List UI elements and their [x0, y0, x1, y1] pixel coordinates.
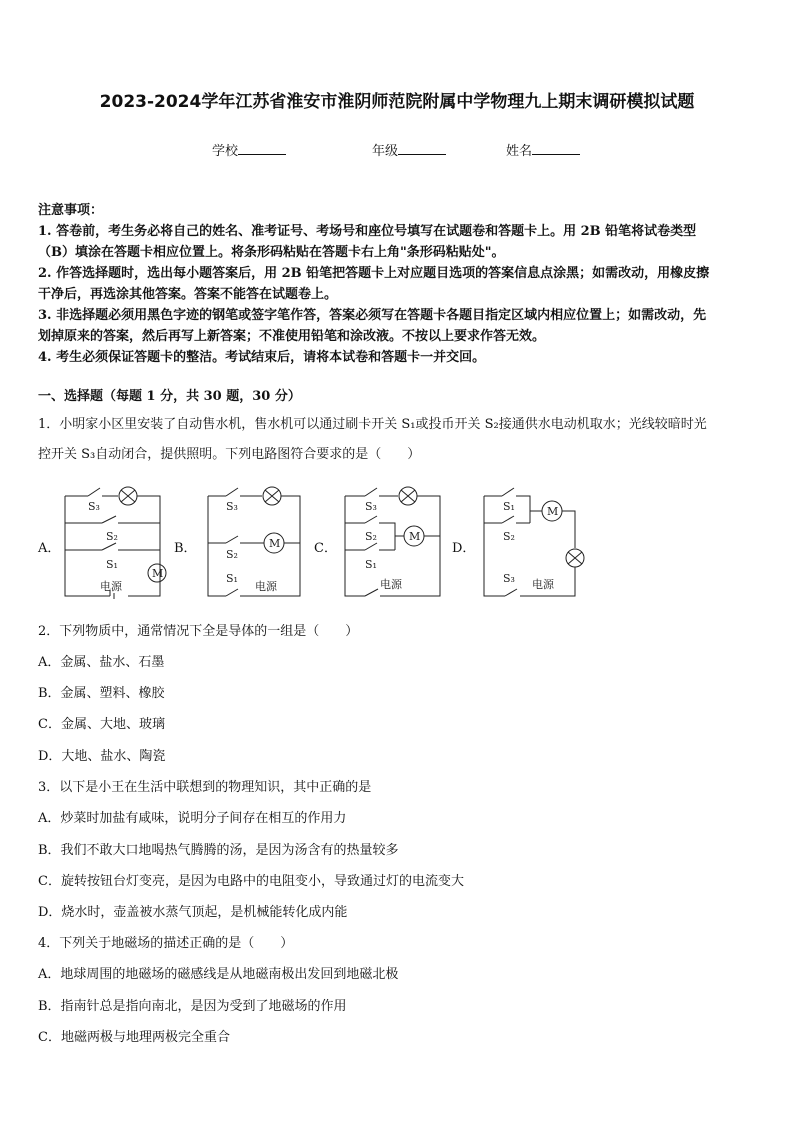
q1-option-c: C．: [314, 541, 337, 556]
q2-option-c: C．金属、大地、玻璃: [38, 717, 165, 732]
school-field: [212, 140, 286, 159]
d-power-label: 电源: [532, 578, 554, 591]
note-line-2: （B）填涂在答题卡相应位置上。将条形码粘贴在答题卡右上角"条形码粘贴处"。: [38, 245, 505, 260]
q3-option-a: A．炒菜时加盐有咸味，说明分子间存在相互的作用力: [38, 811, 347, 826]
note-line-6: 划掉原来的答案，然后再写上新答案；不准使用铅笔和涂改液。不按以上要求作答无效。: [38, 329, 546, 344]
q2-option-b: B．金属、塑料、橡胶: [38, 686, 165, 701]
q4-option-a: A．地球周围的地磁场的磁感线是从地磁南极出发回到地磁北极: [38, 967, 399, 982]
b-s2-label: S₂: [226, 548, 238, 561]
q1-option-a: A．: [38, 541, 61, 556]
circuit-b: [208, 487, 300, 596]
notes-heading: 注意事项：: [38, 203, 104, 218]
q4-stem: 4．下列关于地磁场的描述正确的是（ ）: [38, 936, 294, 951]
q1-stem-line-2: 控开关 S₃自动闭合，提供照明。下列电路图符合要求的是（ ）: [38, 447, 421, 462]
d-motor-label: M: [547, 505, 559, 518]
a-motor-label: M: [152, 567, 164, 580]
section-heading: 一、选择题（每题 1 分，共 30 题，30 分）: [38, 389, 301, 404]
name-blank: [532, 142, 580, 155]
note-line-3: 2. 作答选择题时，选出每小题答案后，用 2B 铅笔把答题卡上对应题目选项的答案信息点涂黑；如需改动，用橡皮擦: [38, 266, 710, 281]
a-s3-label: S₃: [88, 500, 100, 513]
name-field: [506, 140, 580, 159]
q2-option-d: D．大地、盐水、陶瓷: [38, 749, 166, 764]
q2-option-a: A．金属、盐水、石墨: [38, 655, 165, 670]
q3-option-d: D．烧水时，壶盖被水蒸气顶起，是机械能转化成内能: [38, 905, 348, 920]
page-title: 2023-2024学年江苏省淮安市淮阴师范院附属中学物理九上期末调研模拟试题: [99, 92, 695, 112]
a-s2-label: S₂: [106, 530, 118, 543]
grade-blank: [398, 142, 446, 155]
name-label: 姓名: [506, 144, 533, 159]
note-line-5: 3. 非选择题必须用黑色字迹的钢笔或签字笔作答，答案必须写在答题卡各题目指定区域内相应位置上；如需改动，先: [38, 308, 707, 323]
note-line-7: 4. 考生必须保证答题卡的整洁。考试结束后，请将本试卷和答题卡一并交回。: [38, 350, 486, 365]
q4-option-c: C．地磁两极与地理两极完全重合: [38, 1030, 230, 1045]
q1-circuits: [0, 478, 794, 608]
q3-option-b: B．我们不敢大口地喝热气腾腾的汤，是因为汤含有的热量较多: [38, 843, 399, 858]
d-s1-label: S₁: [503, 500, 515, 513]
q3-stem: 3．以下是小王在生活中联想到的物理知识，其中正确的是: [38, 780, 372, 795]
grade-field: [372, 140, 446, 159]
c-power-label: 电源: [380, 578, 402, 591]
q3-option-c: C．旋转按钮台灯变亮，是因为电路中的电阻变小，导致通过灯的电流变大: [38, 874, 464, 889]
school-label: 学校: [212, 144, 239, 159]
b-s3-label: S₃: [226, 500, 238, 513]
d-s3-label: S₃: [503, 572, 515, 585]
school-blank: [238, 142, 286, 155]
b-power-label: 电源: [255, 580, 277, 593]
q1-stem-line-1: 1．小明家小区里安装了自动售水机，售水机可以通过刷卡开关 S₁或投币开关 S₂接通供水电动机取水；光线较暗时光: [38, 417, 707, 432]
c-s2-label: S₂: [365, 530, 377, 543]
c-s1-label: S₁: [365, 558, 377, 571]
b-motor-label: M: [269, 537, 281, 550]
q2-stem: 2．下列物质中，通常情况下全是导体的一组是（ ）: [38, 624, 359, 639]
q1-option-b: B．: [174, 541, 197, 556]
b-s1-label: S₁: [226, 572, 238, 585]
note-line-1: 1. 答卷前，考生务必将自己的姓名、准考证号、考场号和座位号填写在试题卷和答题卡上。用 2B 铅笔将试卷类型: [38, 224, 697, 239]
d-s2-label: S₂: [503, 530, 515, 543]
q1-option-d: D．: [452, 541, 476, 556]
a-power-label: 电源: [100, 580, 122, 593]
c-motor-label: M: [409, 530, 421, 543]
note-line-4: 干净后，再选涂其他答案。答案不能答在试题卷上。: [38, 287, 338, 302]
grade-label: 年级: [372, 144, 399, 159]
q4-option-b: B．指南针总是指向南北，是因为受到了地磁场的作用: [38, 999, 347, 1014]
c-s3-label: S₃: [365, 500, 377, 513]
a-s1-label: S₁: [106, 558, 118, 571]
